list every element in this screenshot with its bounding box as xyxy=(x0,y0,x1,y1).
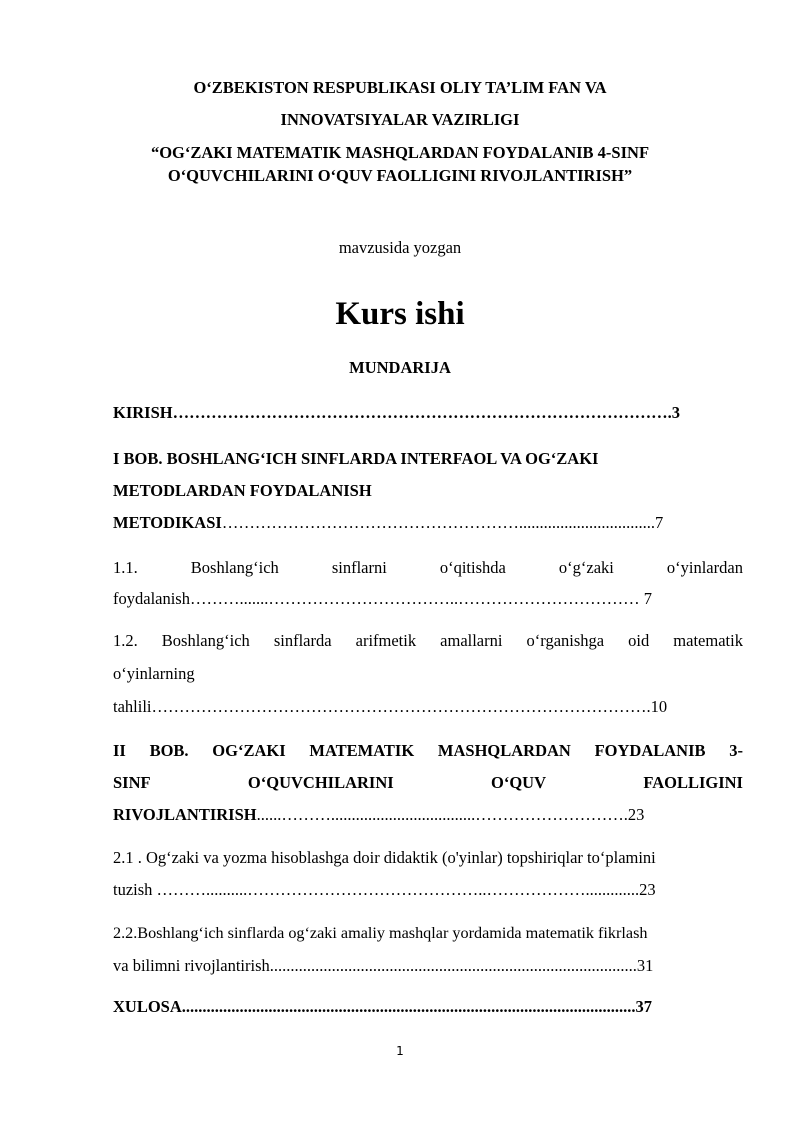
word: OG‘ZAKI xyxy=(212,741,286,760)
toc-section-1-2-line-1 xyxy=(113,631,743,651)
toc-section-1-2-line-2: o‘yinlarning xyxy=(113,664,195,683)
topic-line-1: “OG‘ZAKI MATEMATIK MASHQLARDAN FOYDALANIB 4-SINF xyxy=(150,143,650,162)
word: 1.1. xyxy=(113,558,138,577)
word: SINF xyxy=(113,773,151,792)
word: amallarni xyxy=(440,631,503,650)
toc-chapter-1-line-2: METODLARDAN FOYDALANISH xyxy=(113,481,372,500)
toc-title: MUNDARIJA xyxy=(349,358,451,377)
toc-chapter-1-line-1: I BOB. BOSHLANG‘ICH SINFLARDA INTERFAOL VA OG‘ZAKI xyxy=(113,449,599,468)
toc-section-2-1-line-2: tuzish ………..........……………………………………..……………….............23 xyxy=(113,880,656,899)
toc-entry-kirish: KIRISH……………………………………………………………………………….3 xyxy=(113,403,680,422)
ministry-line-2: INNOVATSIYALAR VAZIRLIGI xyxy=(280,110,520,129)
word: oid xyxy=(628,631,650,650)
word: Boshlang‘ich xyxy=(190,558,279,577)
word: o‘rganishga xyxy=(526,631,605,650)
word: o‘qitishda xyxy=(439,558,506,577)
toc-chapter-2-label: RIVOJLANTIRISH xyxy=(113,805,257,824)
toc-chapter-2-line-1 xyxy=(113,741,743,761)
word: MATEMATIK xyxy=(309,741,415,760)
page-number: 1 xyxy=(396,1044,404,1058)
word: o‘g‘zaki xyxy=(558,558,614,577)
word: MASHQLARDAN xyxy=(437,741,571,760)
topic-line-2: O‘QUVCHILARINI O‘QUV FAOLLIGINI RIVOJLANTIRISH” xyxy=(167,166,633,185)
word: sinflarni xyxy=(331,558,387,577)
toc-chapter-2-line-3 xyxy=(113,805,644,825)
word: 3- xyxy=(729,741,743,760)
toc-chapter-1-label: METODIKASI xyxy=(113,513,222,532)
word: BOB. xyxy=(149,741,189,760)
toc-section-2-2-line-2: va bilimni rivojlantirish.........................................................................................31 xyxy=(113,956,654,975)
word: II xyxy=(113,741,126,760)
toc-section-1-2-line-3: tahlili……………………………………………………………………………….10 xyxy=(113,697,668,716)
word: FOYDALANIB xyxy=(594,741,706,760)
word: O‘QUVCHILARINI xyxy=(247,773,394,792)
word: o‘yinlardan xyxy=(666,558,743,577)
toc-chapter-1-line-3 xyxy=(113,513,663,533)
toc-entry-xulosa: XULOSA..............................................................................................................37 xyxy=(113,997,653,1016)
toc-chapter-2-leader: ......………...................................……………………….23 xyxy=(256,805,645,824)
toc-section-1-1-line-1 xyxy=(113,558,743,578)
toc-section-1-1-line-2: foydalanish……….......……………………………..…………………………… 7 xyxy=(113,589,652,608)
word: 1.2. xyxy=(113,631,138,650)
toc-section-2-1-line-1: 2.1 . Og‘zaki va yozma hisoblashga doir didaktik (o'yinlar) topshiriqlar to‘plamini xyxy=(113,848,656,867)
toc-section-2-2-line-1: 2.2.Boshlang‘ich sinflarda og‘zaki amaliy mashqlar yordamida matematik fikrlash xyxy=(113,924,648,942)
toc-chapter-1-leader: ……………………………………………….................................7 xyxy=(221,513,664,532)
word: matematik xyxy=(673,631,743,650)
word: FAOLLIGINI xyxy=(643,773,743,792)
ministry-line-1: O‘ZBEKISTON RESPUBLIKASI OLIY TA’LIM FAN VA xyxy=(193,78,607,97)
word: sinflarda xyxy=(273,631,332,650)
word: Boshlang‘ich xyxy=(161,631,250,650)
subtitle: mavzusida yozgan xyxy=(338,238,462,257)
toc-chapter-2-line-2 xyxy=(113,773,743,793)
doc-type-title: Kurs ishi xyxy=(335,296,465,332)
word: arifmetik xyxy=(355,631,417,650)
word: O‘QUV xyxy=(491,773,547,792)
